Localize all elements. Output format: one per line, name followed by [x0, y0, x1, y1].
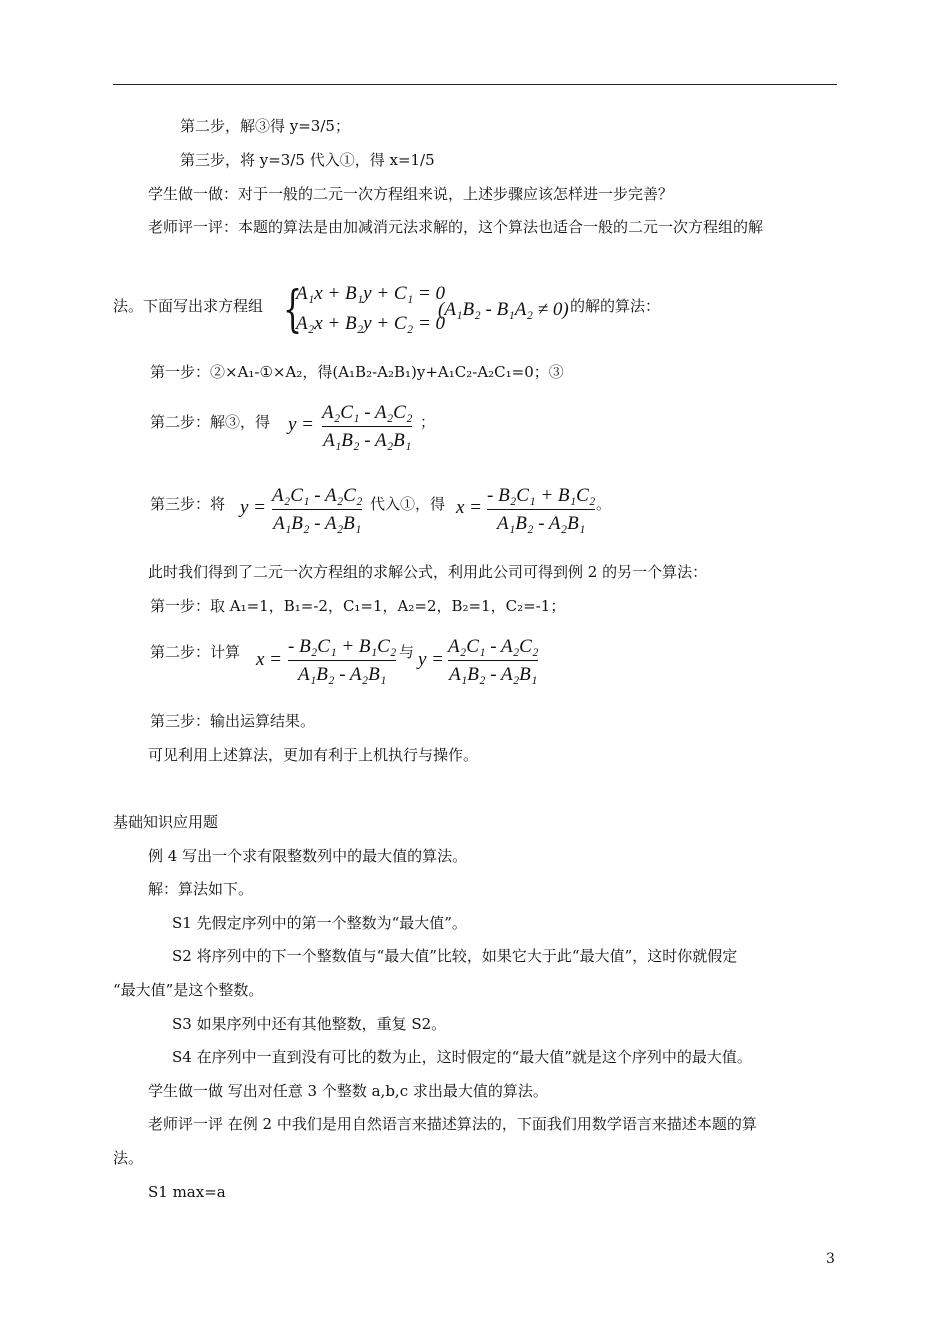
fraction-denominator: A₁B₂ - A₂B₁ — [273, 513, 362, 534]
text-line: 第二步：解③，得 — [150, 413, 271, 431]
fraction-numerator: A₂C₁ - A₂C₂ — [272, 485, 363, 506]
fraction-bar — [487, 509, 595, 510]
text-line: S1 先假定序列中的第一个整数为“最大值”。 — [172, 914, 467, 932]
fraction-y — [322, 402, 412, 452]
fraction-numerator: - B₂C₁ + B₁C₂ — [288, 636, 397, 657]
y-lhs: y = — [418, 649, 445, 670]
y-lhs: y = — [240, 497, 267, 518]
text-line: 法。下面写出求方程组 — [113, 297, 264, 315]
text-line: 第二步：计算 — [150, 643, 241, 661]
text-line: “最大值”是这个整数。 — [113, 981, 264, 999]
fraction-bar — [272, 509, 362, 510]
text-line: 解：算法如下。 — [148, 880, 254, 898]
condition: (A₁B₂ - B₁A₂ ≠ 0) — [438, 299, 569, 320]
text-line: S3 如果序列中还有其他整数，重复 S2。 — [172, 1015, 447, 1033]
fraction-denominator: A₁B₂ - A₂B₁ — [323, 430, 412, 451]
fraction-y — [448, 636, 538, 686]
fraction-numerator: - B₂C₁ + B₁C₂ — [487, 485, 596, 506]
equation-1: A₁x + B₁y + C₁ = 0 — [296, 283, 446, 304]
fraction-bar — [288, 660, 396, 661]
text-line: 老师评一评：本题的算法是由加减消元法求解的，这个算法也适合一般的二元一次方程组的解 — [148, 218, 764, 236]
text-line: 第一步：取 A₁=1，B₁=-2，C₁=1，A₂=2，B₂=1，C₂=-1； — [150, 597, 566, 615]
brace-icon: { — [283, 280, 303, 338]
text-line: 第一步：②×A₁-①×A₂，得(A₁B₂-A₂B₁)y+A₁C₂-A₂C₁=0；③ — [150, 363, 564, 381]
x-lhs: x = — [256, 649, 283, 670]
page-number: 3 — [826, 1251, 835, 1267]
fraction-x — [487, 485, 595, 535]
fraction-bar — [322, 426, 412, 427]
fraction-denominator: A₁B₂ - A₂B₁ — [298, 664, 387, 685]
text-line: S2 将序列中的下一个整数值与“最大值”比较，如果它大于此“最大值”，这时你就假定 — [172, 947, 738, 965]
text-line: 代入①，得 — [370, 495, 446, 513]
text-line: 的解的算法： — [570, 297, 661, 315]
text-line: 此时我们得到了二元一次方程组的求解公式，利用此公司可得到例 2 的另一个算法： — [148, 563, 708, 581]
text-line: 。 — [596, 495, 612, 513]
equation-2: A₂x + B₂y + C₂ = 0 — [296, 313, 446, 334]
text-line: 与 — [399, 643, 415, 661]
text-line: 第二步，解③得 y=3/5； — [180, 117, 350, 135]
text-line: 法。 — [113, 1149, 144, 1167]
text-line: 第三步，将 y=3/5 代入①，得 x=1/5 — [180, 151, 435, 169]
fraction-bar — [448, 660, 538, 661]
x-lhs: x = — [456, 497, 483, 518]
section-heading: 基础知识应用题 — [113, 813, 219, 831]
fraction-y — [272, 485, 362, 535]
text-line: ； — [420, 413, 436, 431]
text-line: 第三步：输出运算结果。 — [150, 712, 316, 730]
text-line: 学生做一做：对于一般的二元一次方程组来说，上述步骤应该怎样进一步完善？ — [148, 185, 674, 203]
text-line: 可见利用上述算法，更加有利于上机执行与操作。 — [148, 746, 479, 764]
fraction-denominator: A₁B₂ - A₂B₁ — [497, 513, 586, 534]
text-line: 老师评一评 在例 2 中我们是用自然语言来描述算法的，下面我们用数学语言来描述本题的算 — [148, 1115, 757, 1133]
y-lhs: y = — [288, 414, 315, 435]
text-line: 学生做一做 写出对任意 3 个整数 a,b,c 求出最大值的算法。 — [148, 1082, 548, 1100]
text-line: 例 4 写出一个求有限整数列中的最大值的算法。 — [148, 847, 468, 865]
fraction-denominator: A₁B₂ - A₂B₁ — [449, 664, 538, 685]
text-line: S1 max=a — [148, 1183, 226, 1201]
fraction-x — [288, 636, 396, 686]
fraction-numerator: A₂C₁ - A₂C₂ — [322, 402, 413, 423]
fraction-numerator: A₂C₁ - A₂C₂ — [448, 636, 539, 657]
text-line: S4 在序列中一直到没有可比的数为止，这时假定的“最大值”就是这个序列中的最大值。 — [172, 1048, 752, 1066]
header-rule — [113, 84, 837, 85]
text-line: 第三步：将 — [150, 495, 226, 513]
